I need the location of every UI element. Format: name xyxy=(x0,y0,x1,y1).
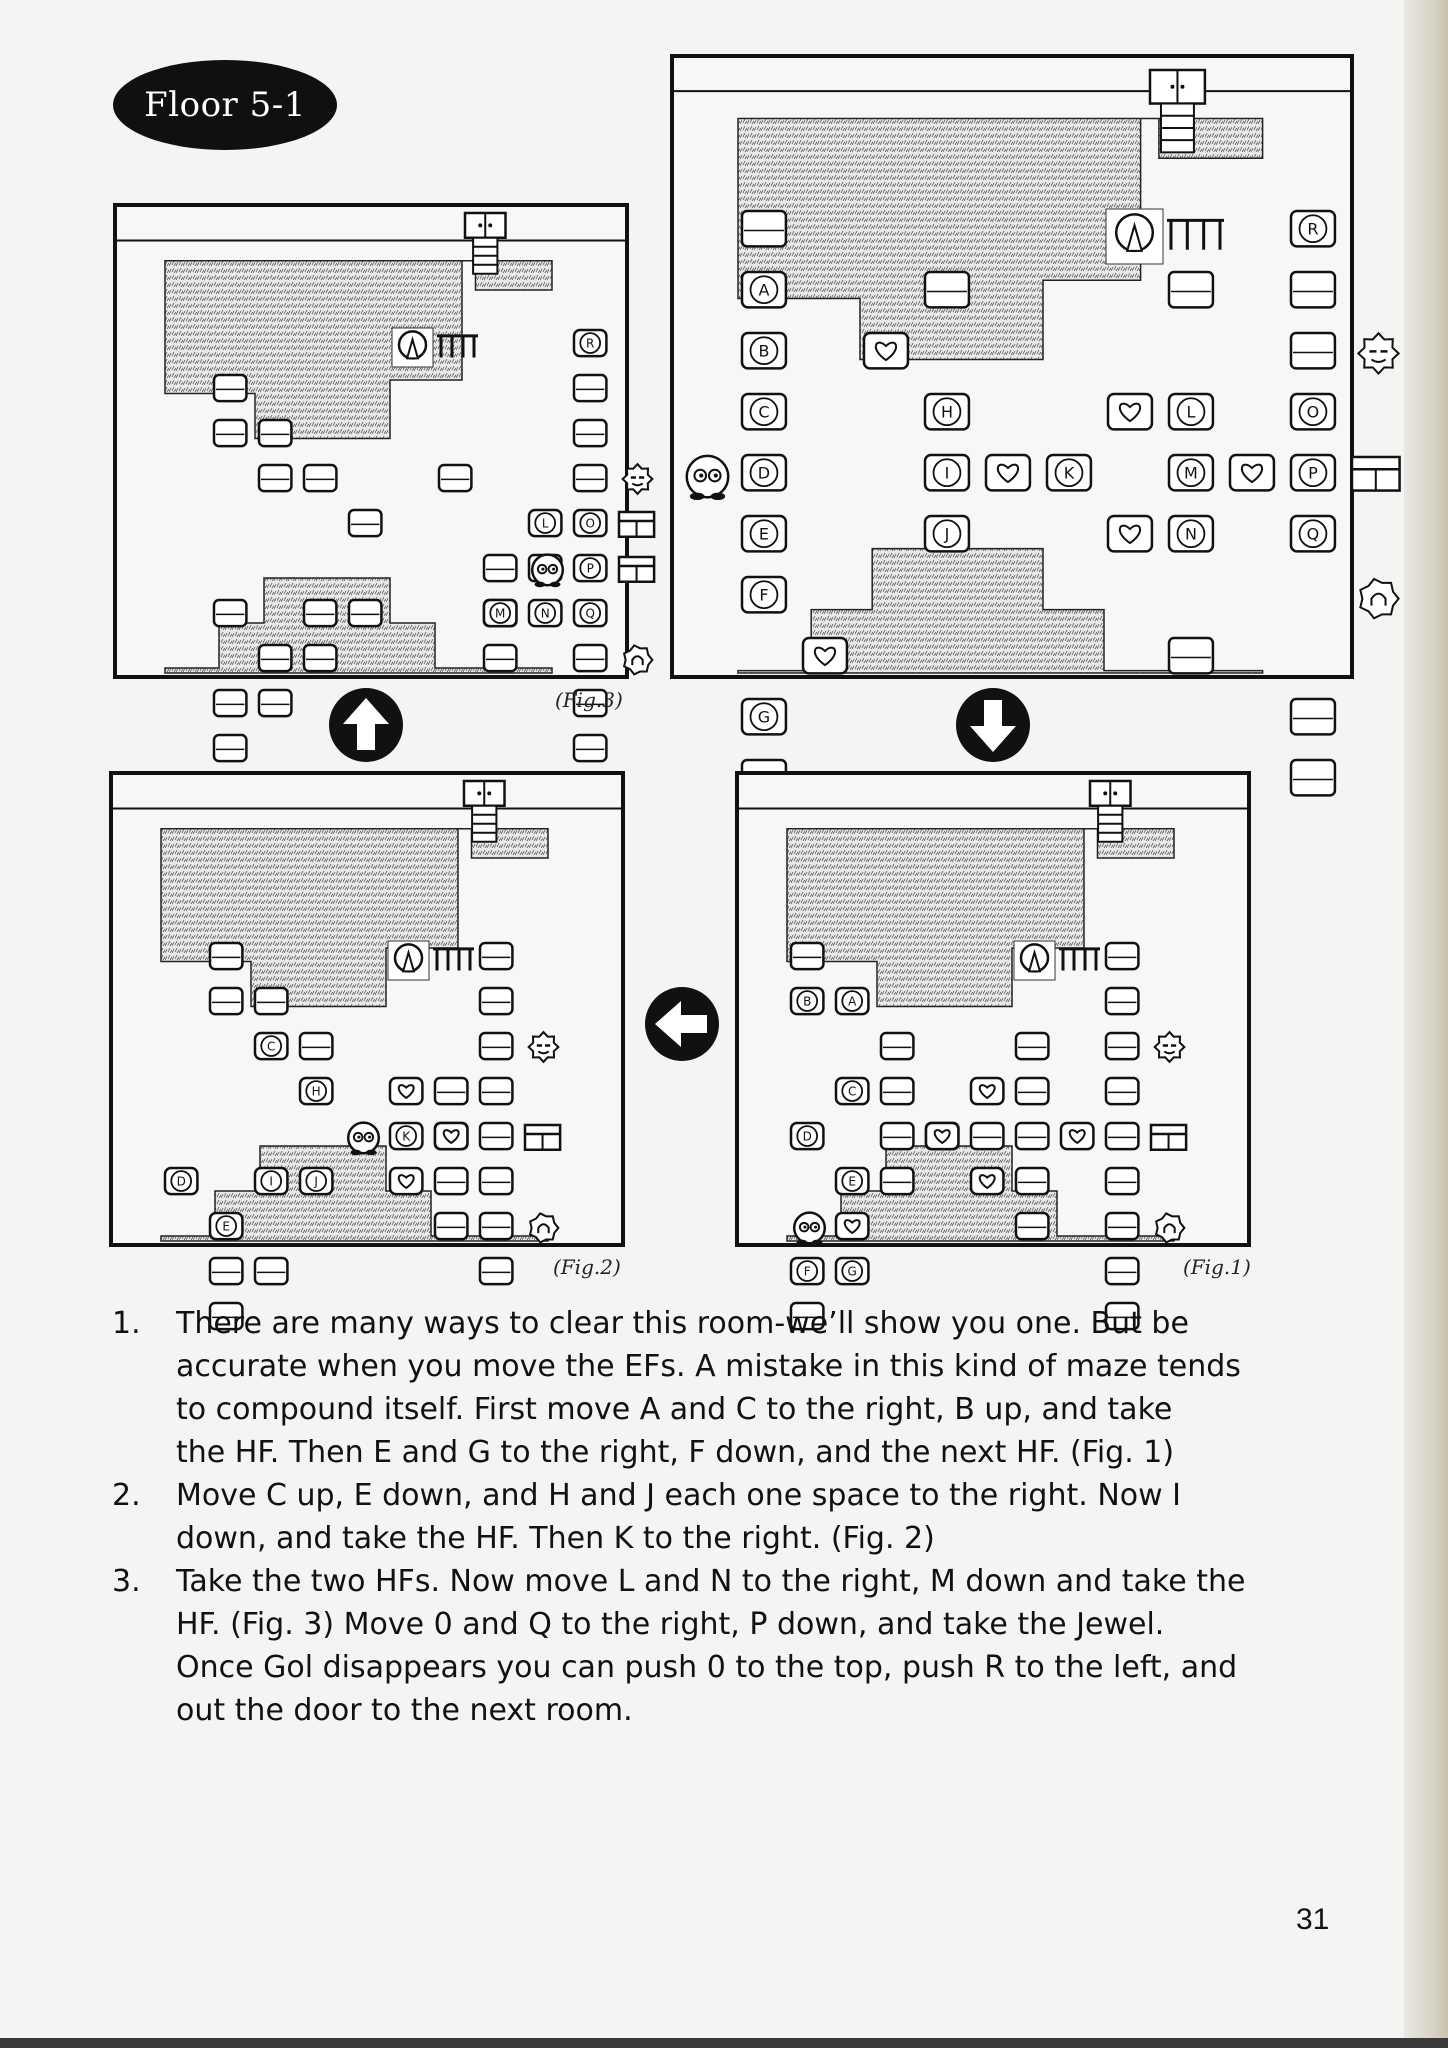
instruction-item xyxy=(112,1474,1312,1560)
letter-block xyxy=(742,272,786,307)
block-icon xyxy=(480,943,512,969)
letter-block-label: B xyxy=(758,341,770,361)
heart-framer-icon xyxy=(390,1168,422,1194)
letter-block xyxy=(300,1168,332,1194)
letter-block-label: K xyxy=(402,1129,411,1144)
instruction-line: down, and take the HF. Then K to the right. (Fig. 2) xyxy=(176,1521,935,1556)
block-icon xyxy=(349,510,381,536)
letter-block xyxy=(791,1258,823,1284)
treasure-chest-icon xyxy=(619,557,654,582)
letter-block xyxy=(925,455,969,490)
letter-block xyxy=(836,1258,868,1284)
letter-block-label: L xyxy=(541,516,549,531)
letter-block-label: Q xyxy=(1306,524,1320,544)
tree-icon xyxy=(1106,209,1163,264)
treasure-chest-icon xyxy=(1352,457,1400,491)
ladder-icon xyxy=(1098,806,1122,842)
down-arrow-icon xyxy=(954,686,1032,764)
block-icon xyxy=(1016,1033,1048,1059)
letter-block xyxy=(791,1123,823,1149)
block-icon xyxy=(742,211,786,246)
letter-block xyxy=(1169,394,1213,429)
letter-block-label: A xyxy=(758,280,770,300)
fig2-svg xyxy=(109,771,625,1247)
letter-block xyxy=(791,988,823,1014)
letter-block-label: H xyxy=(311,1084,321,1099)
letter-block-label: Q xyxy=(585,606,595,621)
letter-block xyxy=(836,988,868,1014)
block-icon xyxy=(881,1168,913,1194)
instructions-list xyxy=(112,1302,1312,1732)
block-icon xyxy=(480,1213,512,1239)
letter-block-label: N xyxy=(1184,524,1197,544)
gol-monster-icon xyxy=(623,464,653,494)
letter-block-label: A xyxy=(848,994,857,1009)
lolo-player-icon xyxy=(348,1123,379,1156)
block-icon xyxy=(791,943,823,969)
letter-block-label: E xyxy=(758,524,770,544)
heart-framer-icon xyxy=(1108,394,1152,429)
instruction-line: Take the two HFs. Now move L and N to the right, M down and take the xyxy=(176,1564,1246,1599)
block-icon xyxy=(480,1078,512,1104)
heart-framer-icon xyxy=(971,1078,1003,1104)
instruction-number: 1. xyxy=(112,1306,141,1341)
door-icon xyxy=(465,213,506,238)
instruction-item xyxy=(112,1302,1312,1474)
block-icon xyxy=(574,735,606,761)
letter-block-label: J xyxy=(944,524,950,544)
heart-framer-icon xyxy=(926,1123,958,1149)
block-icon xyxy=(304,645,336,671)
lolo-player-icon xyxy=(687,456,728,500)
instruction-line: Move C up, E down, and H and J each one space to the right. Now I xyxy=(176,1478,1182,1513)
block-icon xyxy=(214,735,246,761)
figtop-svg xyxy=(670,54,1354,727)
block-icon xyxy=(971,1123,1003,1149)
block-icon xyxy=(1106,1123,1138,1149)
block-icon xyxy=(480,1033,512,1059)
block-icon xyxy=(1291,760,1335,795)
letter-block-label: B xyxy=(803,994,812,1009)
block-icon xyxy=(1291,333,1335,368)
block-icon xyxy=(1169,638,1213,673)
block-icon xyxy=(1169,272,1213,307)
letter-block xyxy=(742,455,786,490)
heart-framer-icon xyxy=(836,1213,868,1239)
block-icon xyxy=(259,465,291,491)
treasure-chest-icon xyxy=(1151,1125,1186,1150)
letter-block xyxy=(1291,455,1335,490)
letter-block xyxy=(1169,455,1213,490)
block-icon xyxy=(439,465,471,491)
block-icon xyxy=(259,690,291,716)
letter-block-label: H xyxy=(940,402,953,422)
instruction-line: accurate when you move the EFs. A mistake in this kind of maze tends xyxy=(176,1349,1241,1384)
figure-3-caption: (Fig.3) xyxy=(555,688,623,712)
block-icon xyxy=(210,1258,242,1284)
letter-block-label: D xyxy=(176,1174,186,1189)
block-icon xyxy=(1291,699,1335,734)
letter-block-label: C xyxy=(848,1084,857,1099)
letter-block xyxy=(742,577,786,612)
block-icon xyxy=(480,1168,512,1194)
lolo-player-icon xyxy=(532,555,563,588)
instruction-number: 3. xyxy=(112,1564,141,1599)
letter-block-label: G xyxy=(757,707,771,727)
letter-block xyxy=(484,600,516,626)
letter-block-label: F xyxy=(803,1264,811,1279)
floor-badge xyxy=(113,60,337,150)
up-arrow-icon xyxy=(327,686,405,764)
block-icon xyxy=(925,272,969,307)
letter-block-label: G xyxy=(847,1264,857,1279)
ladder-icon xyxy=(473,238,497,274)
figure-top-map xyxy=(670,54,1354,727)
letter-block xyxy=(574,600,606,626)
ladder-icon xyxy=(1161,104,1194,153)
door-icon xyxy=(464,781,505,806)
letter-block xyxy=(925,516,969,551)
block-icon xyxy=(881,1033,913,1059)
block-icon xyxy=(480,1123,512,1149)
instruction-line: There are many ways to clear this room-we’ll show you one. But be xyxy=(176,1306,1189,1341)
letter-block-label: E xyxy=(848,1174,856,1189)
gol-monster-icon xyxy=(529,1032,559,1062)
letter-block xyxy=(574,555,606,581)
page-edge xyxy=(1404,0,1448,2048)
letter-block xyxy=(1291,211,1335,246)
gol-monster-icon xyxy=(1358,333,1398,373)
letter-block xyxy=(255,1033,287,1059)
letter-block xyxy=(529,600,561,626)
block-icon xyxy=(300,1033,332,1059)
letter-block-label: C xyxy=(267,1039,276,1054)
ladder-icon xyxy=(472,806,496,842)
heart-framer-icon xyxy=(971,1168,1003,1194)
block-icon xyxy=(210,943,242,969)
door-icon xyxy=(1090,781,1131,806)
letter-block-label: O xyxy=(1306,402,1320,422)
letter-block xyxy=(165,1168,197,1194)
instruction-item xyxy=(112,1560,1312,1732)
letter-block xyxy=(836,1168,868,1194)
letter-block-label: O xyxy=(585,516,595,531)
instruction-number: 2. xyxy=(112,1478,141,1513)
letter-block-label: N xyxy=(540,606,550,621)
figure-3-map xyxy=(113,203,629,679)
heart-framer-icon xyxy=(1061,1123,1093,1149)
heart-framer-icon xyxy=(390,1078,422,1104)
heart-framer-icon xyxy=(435,1123,467,1149)
block-icon xyxy=(881,1123,913,1149)
letter-block xyxy=(742,516,786,551)
heart-framer-icon xyxy=(864,333,908,368)
letter-block xyxy=(1047,455,1091,490)
fig3-svg xyxy=(113,203,629,679)
lolo-player-icon xyxy=(794,1213,825,1246)
block-icon xyxy=(259,645,291,671)
block-icon xyxy=(255,988,287,1014)
page-number: 31 xyxy=(1296,1903,1330,1936)
letter-block xyxy=(925,394,969,429)
block-icon xyxy=(214,600,246,626)
block-icon xyxy=(214,420,246,446)
letter-block xyxy=(1291,516,1335,551)
block-icon xyxy=(259,420,291,446)
letter-block-label: R xyxy=(586,336,595,351)
block-icon xyxy=(214,375,246,401)
letter-block xyxy=(574,510,606,536)
block-icon xyxy=(480,1258,512,1284)
block-icon xyxy=(574,375,606,401)
letter-block-label: D xyxy=(802,1129,812,1144)
block-icon xyxy=(214,690,246,716)
block-icon xyxy=(484,555,516,581)
treasure-chest-icon xyxy=(525,1125,560,1150)
figure-2-map xyxy=(109,771,625,1247)
letter-block xyxy=(574,330,606,356)
block-icon xyxy=(304,600,336,626)
block-icon xyxy=(304,465,336,491)
letter-block xyxy=(742,333,786,368)
block-icon xyxy=(1016,1213,1048,1239)
letter-block-label: R xyxy=(1307,219,1319,239)
block-icon xyxy=(1016,1078,1048,1104)
block-icon xyxy=(1106,943,1138,969)
heart-framer-icon xyxy=(986,455,1030,490)
letter-block-label: J xyxy=(314,1174,318,1189)
letter-block-label: M xyxy=(495,606,506,621)
gol-monster-icon xyxy=(1155,1032,1185,1062)
letter-block xyxy=(1291,394,1335,429)
block-icon xyxy=(1106,1213,1138,1239)
block-icon xyxy=(435,1213,467,1239)
heart-framer-icon xyxy=(803,638,847,673)
block-icon xyxy=(574,420,606,446)
bottom-edge xyxy=(0,2038,1448,2048)
instruction-line: out the door to the next room. xyxy=(176,1693,633,1728)
block-icon xyxy=(574,465,606,491)
block-icon xyxy=(881,1078,913,1104)
block-icon xyxy=(574,645,606,671)
skull-monster-icon xyxy=(1360,579,1398,618)
letter-block-label: K xyxy=(1063,463,1075,483)
block-icon xyxy=(255,1258,287,1284)
instruction-line: to compound itself. First move A and C to the right, B up, and take xyxy=(176,1392,1173,1427)
block-icon xyxy=(349,600,381,626)
instruction-line: HF. (Fig. 3) Move 0 and Q to the right, P down, and take the Jewel. xyxy=(176,1607,1165,1642)
block-icon xyxy=(435,1168,467,1194)
figure-1-caption: (Fig.1) xyxy=(1183,1255,1251,1279)
letter-block-label: I xyxy=(269,1174,273,1189)
letter-block xyxy=(1169,516,1213,551)
letter-block-label: M xyxy=(1184,463,1198,483)
block-icon xyxy=(484,645,516,671)
treasure-chest-icon xyxy=(619,512,654,537)
tree-icon xyxy=(388,941,429,980)
door-icon xyxy=(1150,70,1205,104)
letter-block xyxy=(836,1078,868,1104)
heart-framer-icon xyxy=(1108,516,1152,551)
letter-block xyxy=(390,1123,422,1149)
figure-2-caption: (Fig.2) xyxy=(553,1255,621,1279)
letter-block-label: I xyxy=(944,463,950,483)
letter-block xyxy=(742,394,786,429)
letter-block xyxy=(529,510,561,536)
letter-block-label: P xyxy=(1308,463,1318,483)
letter-block-label: F xyxy=(759,585,769,605)
block-icon xyxy=(210,988,242,1014)
block-icon xyxy=(435,1078,467,1104)
letter-block xyxy=(300,1078,332,1104)
block-icon xyxy=(1016,1123,1048,1149)
block-icon xyxy=(1106,988,1138,1014)
instruction-line: the HF. Then E and G to the right, F down, and the next HF. (Fig. 1) xyxy=(176,1435,1175,1470)
floor-label: Floor 5-1 xyxy=(144,85,306,125)
heart-framer-icon xyxy=(1230,455,1274,490)
letter-block xyxy=(742,699,786,734)
block-icon xyxy=(1016,1168,1048,1194)
block-icon xyxy=(1106,1168,1138,1194)
left-arrow-icon xyxy=(643,985,721,1063)
block-icon xyxy=(1106,1033,1138,1059)
letter-block-label: E xyxy=(222,1219,230,1234)
letter-block xyxy=(255,1168,287,1194)
letter-block-label: P xyxy=(586,561,594,576)
letter-block-label: L xyxy=(1186,402,1196,422)
letter-block-label: D xyxy=(757,463,771,483)
tree-icon xyxy=(1014,941,1055,980)
block-icon xyxy=(1106,1258,1138,1284)
block-icon xyxy=(480,988,512,1014)
block-icon xyxy=(1291,272,1335,307)
block-icon xyxy=(1106,1078,1138,1104)
letter-block xyxy=(210,1213,242,1239)
instruction-line: Once Gol disappears you can push 0 to the top, push R to the left, and xyxy=(176,1650,1238,1685)
tree-icon xyxy=(392,328,433,367)
letter-block-label: C xyxy=(758,402,770,422)
